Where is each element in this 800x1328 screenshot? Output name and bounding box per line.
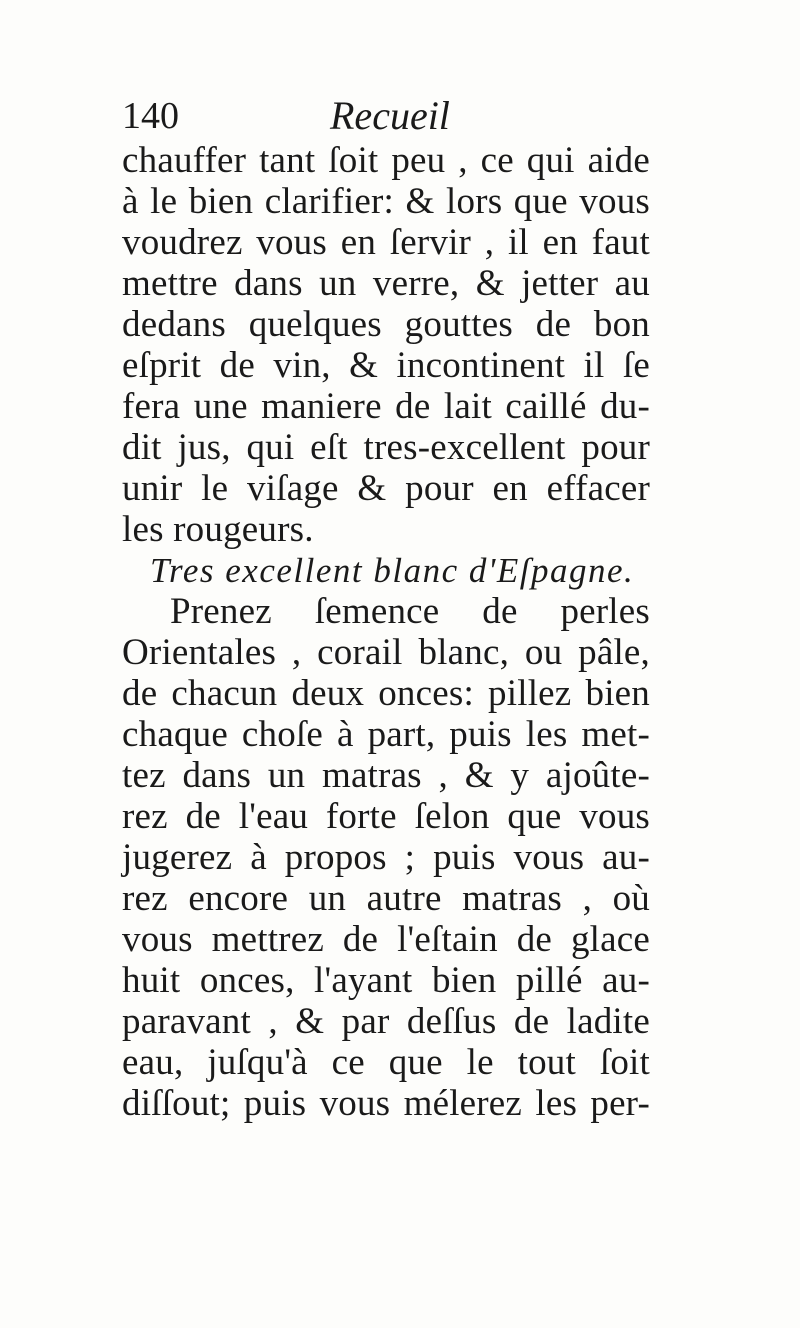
text-line: huit onces, l'ayant bien pillé au- — [122, 960, 650, 1001]
text-line: dedans quelques gouttes de bon — [122, 304, 650, 345]
text-line: chauffer tant ſoit peu , ce qui aide — [122, 140, 650, 181]
page-text — [122, 140, 650, 1124]
running-title: Recueil — [330, 93, 450, 138]
text-line: unir le viſage & pour en effacer — [122, 468, 650, 509]
text-line: rez encore un autre matras , où — [122, 878, 650, 919]
section-heading: Tres excellent blanc d'Eſpagne. — [150, 551, 635, 590]
text-line: de chacun deux onces: pillez bien — [122, 673, 650, 714]
page-number: 140 — [122, 95, 179, 137]
text-line: fera une maniere de lait caillé du- — [122, 386, 650, 427]
text-line: à le bien clarifier: & lors que vous — [122, 181, 650, 222]
text-line: paravant , & par deſſus de ladite — [122, 1001, 650, 1042]
text-line: Orientales , corail blanc, ou pâle, — [122, 632, 650, 673]
text-line: tez dans un matras , & y ajoûte- — [122, 755, 650, 796]
text-line: rez de l'eau forte ſelon que vous — [122, 796, 650, 837]
text-line: Prenez ſemence de perles — [170, 591, 650, 632]
running-head — [122, 92, 642, 140]
text-line: les rougeurs. — [122, 509, 314, 550]
text-line: vous mettrez de l'eſtain de glace — [122, 919, 650, 960]
text-line: dit jus, qui eſt tres-excellent pour — [122, 427, 650, 468]
text-line: diſſout; puis vous mélerez les per- — [122, 1083, 650, 1124]
text-line: eau, juſqu'à ce que le tout ſoit — [122, 1042, 650, 1083]
text-line: chaque choſe à part, puis les met- — [122, 714, 650, 755]
text-line: jugerez à propos ; puis vous au- — [122, 837, 650, 878]
text-line: mettre dans un verre, & jetter au — [122, 263, 650, 304]
text-line: voudrez vous en ſervir , il en faut — [122, 222, 650, 263]
text-line: eſprit de vin, & incontinent il ſe — [122, 345, 650, 386]
